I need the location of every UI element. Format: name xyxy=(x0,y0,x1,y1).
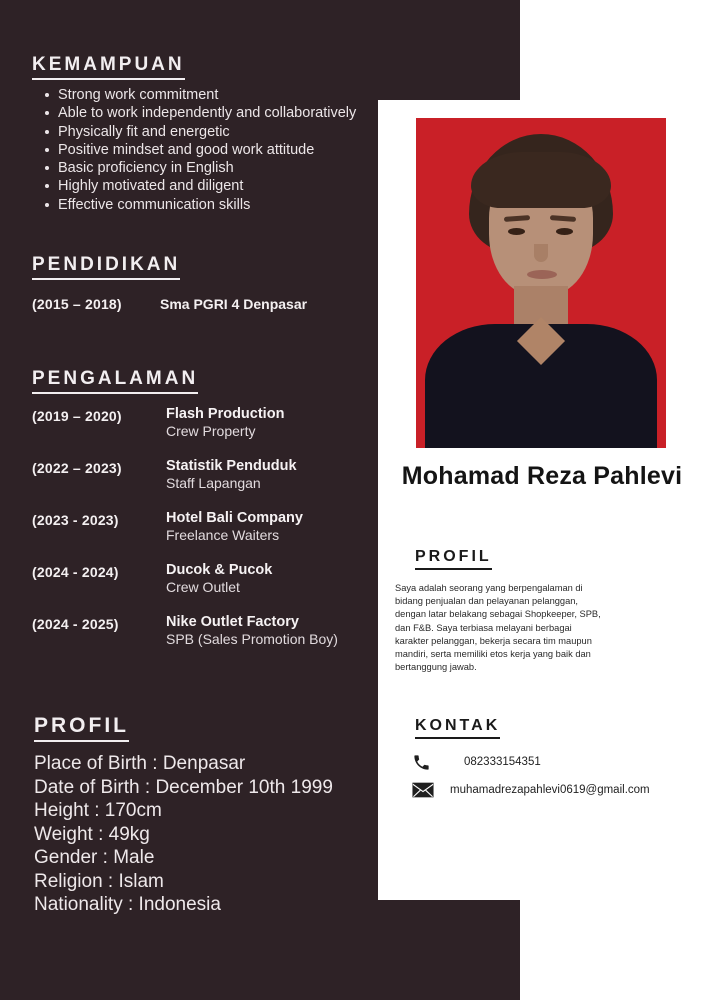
email-address: muhamadrezapahlevi0619@gmail.com xyxy=(450,784,650,796)
experience-entry xyxy=(32,614,372,659)
personal-detail-line: Gender : Male xyxy=(34,847,155,868)
summary-line: bertanggung jawab. xyxy=(395,662,477,673)
summary-line: dengan latar belakang sebagai Shopkeeper, SPB, xyxy=(395,609,601,620)
envelope-icon xyxy=(412,782,442,798)
summary-line: bidang penjualan dan pelayanan pelanggan, xyxy=(395,596,579,607)
experience-role: Crew Property xyxy=(166,423,256,439)
contact-phone-row[interactable] xyxy=(412,750,702,774)
skills-heading: KEMAMPUAN xyxy=(32,54,185,80)
experience-role: SPB (Sales Promotion Boy) xyxy=(166,631,338,647)
experience-years: (2022 – 2023) xyxy=(32,460,122,476)
personal-detail-line: Place of Birth : Denpasar xyxy=(34,753,246,774)
experience-years: (2023 - 2023) xyxy=(32,512,119,528)
portrait-photo xyxy=(416,118,666,448)
experience-detail xyxy=(166,458,372,492)
experience-years: (2024 - 2024) xyxy=(32,564,119,580)
phone-icon xyxy=(412,753,442,772)
skill-item: Physically fit and energetic xyxy=(58,123,358,141)
full-name: Mohamad Reza Pahlevi xyxy=(401,462,683,490)
profile-card xyxy=(378,100,706,900)
education-institution: Sma PGRI 4 Denpasar xyxy=(160,296,308,312)
contact-email-row[interactable] xyxy=(412,778,702,802)
experience-detail xyxy=(166,406,372,440)
summary-line: Saya adalah seorang yang berpengalaman di xyxy=(395,583,583,593)
contact-list xyxy=(412,750,702,806)
summary-heading: PROFIL xyxy=(415,548,492,570)
contact-heading: KONTAK xyxy=(415,717,500,739)
personal-detail-line: Weight : 49kg xyxy=(34,823,150,845)
experience-detail xyxy=(166,562,372,596)
summary-text xyxy=(395,582,695,674)
experience-organization: Flash Production xyxy=(166,406,285,422)
skill-item: Highly motivated and diligent xyxy=(58,177,358,195)
summary-line: mandiri, serta memiliki etos kerja yang baik dan xyxy=(395,649,591,660)
personal-details-list xyxy=(34,752,374,917)
experience-heading: PENGALAMAN xyxy=(32,368,198,394)
experience-years: (2024 - 2025) xyxy=(32,616,119,632)
personal-detail-line: Nationality : Indonesia xyxy=(34,894,221,915)
portrait-eye-right xyxy=(556,228,573,235)
experience-role: Freelance Waiters xyxy=(166,527,280,543)
experience-entry xyxy=(32,562,372,607)
skill-item: Effective communication skills xyxy=(58,196,358,214)
experience-role: Staff Lapangan xyxy=(166,475,261,491)
portrait-eye-left xyxy=(508,228,525,235)
experience-organization: Ducok & Pucok xyxy=(166,562,273,578)
skill-item: Able to work independently and collaboratively xyxy=(58,105,357,122)
portrait-mouth xyxy=(527,270,557,279)
education-years: (2015 – 2018) xyxy=(32,296,122,312)
skill-item: Positive mindset and good work attitude xyxy=(58,141,358,159)
skills-list xyxy=(40,86,358,214)
experience-years: (2019 – 2020) xyxy=(32,408,122,424)
personal-details-heading: PROFIL xyxy=(34,714,129,742)
experience-entry xyxy=(32,458,372,503)
skill-item: Basic proficiency in English xyxy=(58,159,358,177)
personal-detail-line: Date of Birth : December 10th 1999 xyxy=(34,776,333,798)
experience-list xyxy=(32,406,372,666)
summary-line: dan F&B. Saya terbiasa melayani berbagai xyxy=(395,622,572,633)
education-entry xyxy=(32,296,362,312)
phone-number: 082333154351 xyxy=(464,756,541,768)
experience-entry xyxy=(32,510,372,555)
personal-detail-line: Height : 170cm xyxy=(34,800,162,821)
experience-entry xyxy=(32,406,372,451)
education-heading: PENDIDIKAN xyxy=(32,254,180,280)
experience-organization: Statistik Penduduk xyxy=(166,458,297,474)
portrait-fringe xyxy=(471,152,611,208)
experience-organization: Hotel Bali Company xyxy=(166,510,303,526)
experience-organization: Nike Outlet Factory xyxy=(166,614,299,630)
summary-line: karakter pelanggan, bekerja secara tim maupun xyxy=(395,635,592,646)
skill-item: Strong work commitment xyxy=(58,86,358,104)
experience-detail xyxy=(166,510,372,544)
portrait-nose xyxy=(534,244,548,262)
experience-role: Crew Outlet xyxy=(166,579,240,595)
personal-detail-line: Religion : Islam xyxy=(34,870,164,892)
experience-detail xyxy=(166,614,372,648)
